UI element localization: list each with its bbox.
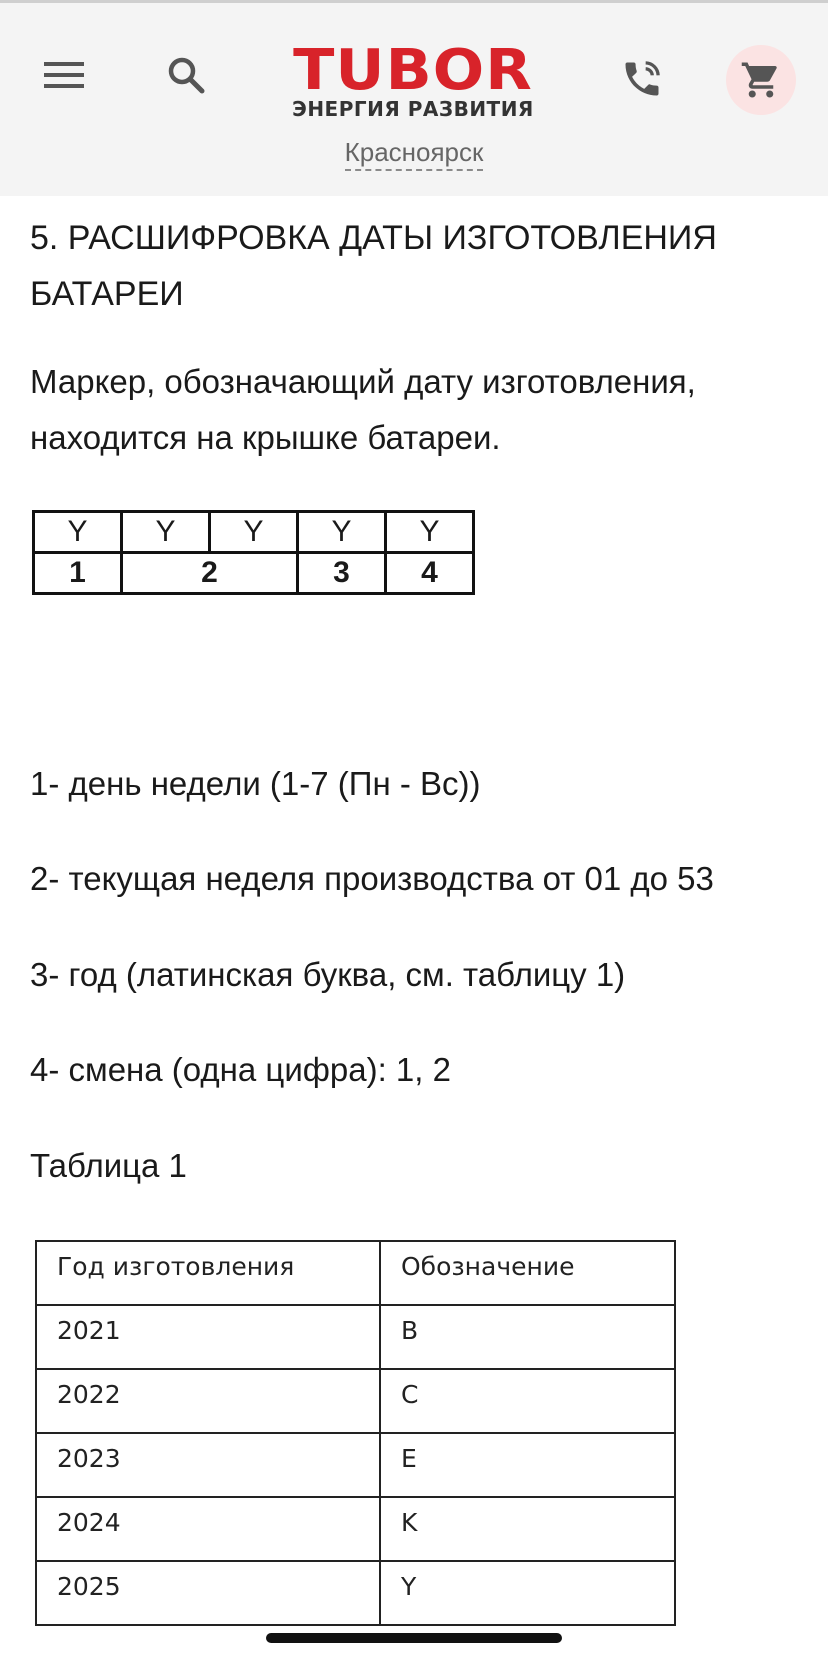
marker-cell: Y (34, 512, 122, 553)
date-marker-table (32, 510, 475, 595)
home-indicator[interactable] (266, 1633, 562, 1643)
year-cell: 2021 (36, 1305, 380, 1369)
marker-cell: Y (210, 512, 298, 553)
legend-item: 1- день недели (1-7 (Пн - Вс)) (30, 765, 481, 802)
legend-item: 2- текущая неделя производства от 01 до 53 (30, 860, 714, 897)
search-button[interactable] (160, 49, 212, 101)
code-cell: E (380, 1433, 675, 1497)
marker-index: 2 (122, 553, 298, 594)
table-row (36, 1369, 675, 1433)
table-header-row (36, 1241, 675, 1305)
year-cell: 2023 (36, 1433, 380, 1497)
tubor-logo[interactable] (262, 38, 564, 121)
city-label: Красноярск (345, 137, 484, 171)
marker-index: 4 (386, 553, 474, 594)
marker-cell: Y (122, 512, 210, 553)
table-row (36, 1433, 675, 1497)
code-cell: K (380, 1497, 675, 1561)
legend-item: 4- смена (одна цифра): 1, 2 (30, 1051, 451, 1088)
marker-index: 1 (34, 553, 122, 594)
site-header (0, 3, 828, 196)
cart-icon (740, 59, 782, 101)
table-row (36, 1561, 675, 1625)
year-code-table (35, 1240, 676, 1626)
year-cell: 2025 (36, 1561, 380, 1625)
legend-item: 3- год (латинская буква, см. таблицу 1) (30, 956, 626, 993)
year-cell: 2022 (36, 1369, 380, 1433)
hamburger-icon (44, 60, 84, 90)
logo-wordmark: TUBOR (293, 38, 533, 103)
code-cell: C (380, 1369, 675, 1433)
table-row (36, 1497, 675, 1561)
menu-button[interactable] (38, 49, 90, 101)
marker-cell: Y (298, 512, 386, 553)
code-cell: Y (380, 1561, 675, 1625)
search-icon (166, 55, 206, 95)
call-button[interactable] (612, 49, 672, 109)
intro-paragraph: Маркер, обозначающий дату изготовления, находится на крышке батареи. (30, 363, 696, 456)
table-row (36, 1305, 675, 1369)
year-cell: 2024 (36, 1497, 380, 1561)
marker-cell: Y (386, 512, 474, 553)
marker-index: 3 (298, 553, 386, 594)
table-caption: Таблица 1 (30, 1147, 187, 1184)
cart-button[interactable] (726, 45, 796, 115)
column-header-year: Год изготовления (36, 1241, 380, 1305)
column-header-code: Обозначение (380, 1241, 675, 1305)
city-selector[interactable] (0, 136, 828, 168)
logo-tagline: ЭНЕРГИЯ РАЗВИТИЯ (292, 97, 534, 121)
section-heading: 5. РАСШИФРОВКА ДАТЫ ИЗГОТОВЛЕНИЯ БАТАРЕИ (30, 219, 717, 313)
phone-icon (620, 57, 664, 101)
code-cell: B (380, 1305, 675, 1369)
